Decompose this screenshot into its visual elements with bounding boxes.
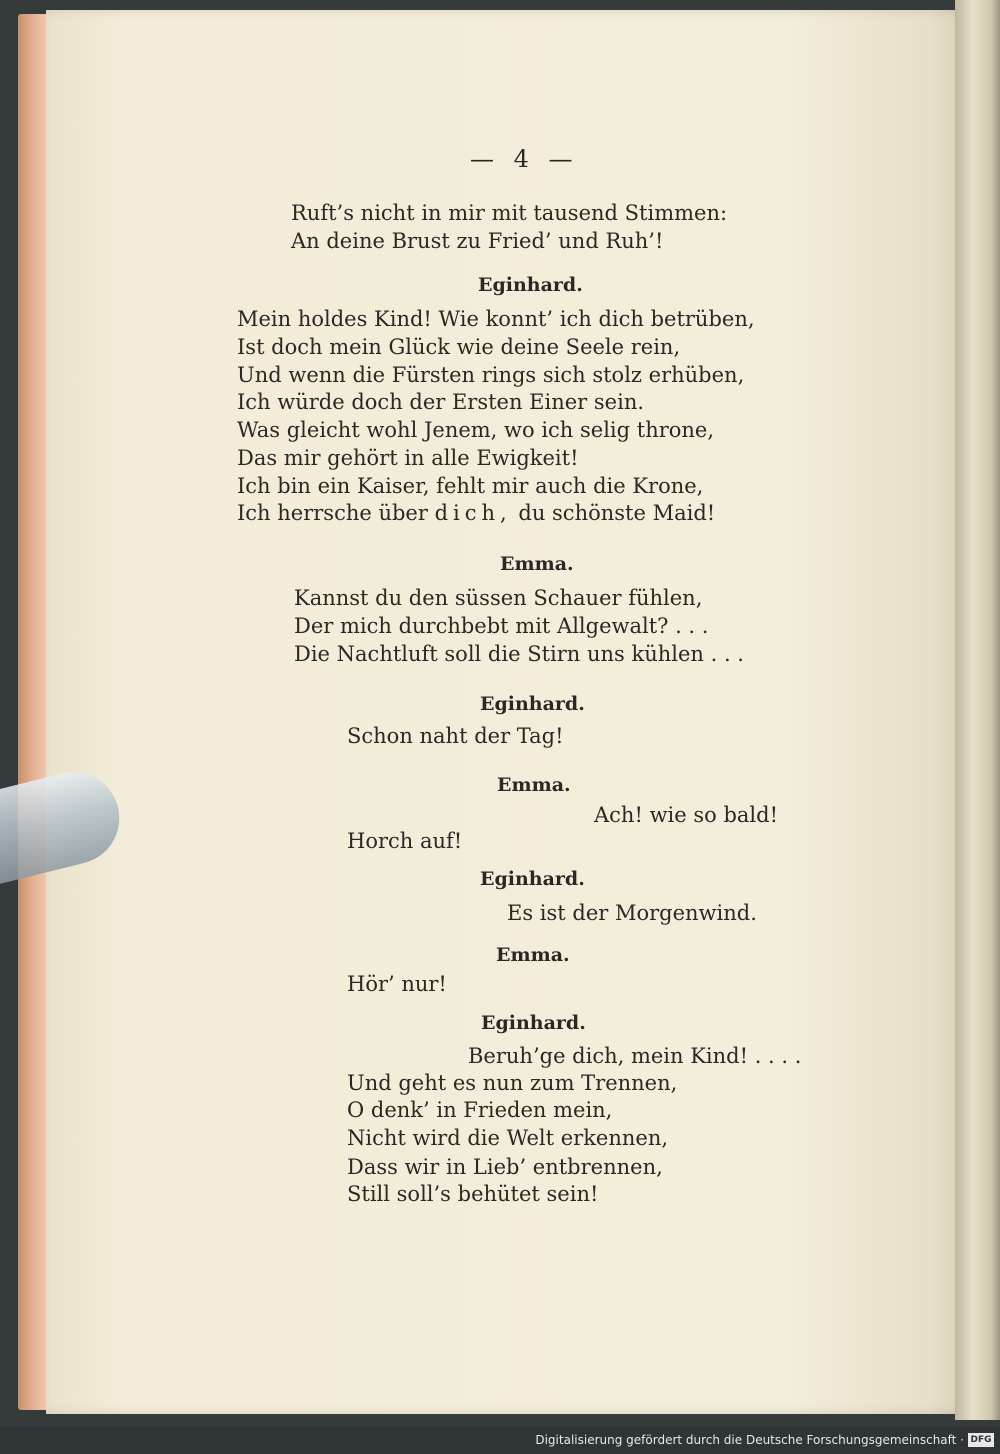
verse-fragment: Ich herrsche über bbox=[237, 501, 428, 525]
book-gutter bbox=[955, 0, 1000, 1420]
verse-line: Still soll’s behütet sein! bbox=[347, 1182, 599, 1206]
verse-line bbox=[237, 500, 715, 528]
speaker-name: Emma. bbox=[497, 774, 571, 796]
verse-line: Das mir gehört in alle Ewigkeit! bbox=[237, 446, 579, 470]
speaker-name: Eginhard. bbox=[480, 868, 585, 890]
verse-line: Der mich durchbebt mit Allgewalt? . . . bbox=[294, 614, 709, 638]
verse-line: Dass wir in Lieb’ entbrennen, bbox=[347, 1155, 663, 1179]
verse-line: Ist doch mein Glück wie deine Seele rein, bbox=[237, 335, 681, 359]
verse-line: Beruh’ge dich, mein Kind! . . . . bbox=[468, 1044, 802, 1068]
verse-line: Ruft’s nicht in mir mit tausend Stimmen: bbox=[291, 201, 728, 225]
verse-line: Schon naht der Tag! bbox=[347, 724, 564, 748]
verse-line: Und geht es nun zum Trennen, bbox=[347, 1071, 678, 1095]
verse-line: Kannst du den süssen Schauer fühlen, bbox=[294, 586, 703, 610]
verse-line: An deine Brust zu Fried’ und Ruh’! bbox=[291, 229, 664, 253]
verse-line: Nicht wird die Welt erkennen, bbox=[347, 1126, 669, 1150]
verse-line: Es ist der Morgenwind. bbox=[507, 901, 757, 925]
verse-line: Ich bin ein Kaiser, fehlt mir auch die Krone, bbox=[237, 474, 704, 498]
verse-line: Horch auf! bbox=[347, 829, 463, 853]
digitization-credit: Digitalisierung gefördert durch die Deutsche Forschungsgemeinschaft · bbox=[535, 1433, 964, 1447]
speaker-name: Emma. bbox=[496, 944, 570, 966]
verse-line: Die Nachtluft soll die Stirn uns kühlen . . . bbox=[294, 642, 744, 666]
dfg-logo: DFG bbox=[968, 1433, 994, 1447]
verse-line: O denk’ in Frieden mein, bbox=[347, 1098, 613, 1122]
speaker-name: Emma. bbox=[500, 553, 574, 575]
speaker-name: Eginhard. bbox=[478, 274, 583, 296]
verse-fragment: du schönste Maid! bbox=[518, 501, 716, 525]
page-number: — 4 — bbox=[470, 145, 579, 173]
verse-line: Hör’ nur! bbox=[347, 972, 447, 996]
speaker-name: Eginhard. bbox=[481, 1012, 586, 1034]
emphasized-word: dich, bbox=[434, 501, 512, 525]
speaker-name: Eginhard. bbox=[480, 693, 585, 715]
verse-line: Ach! wie so bald! bbox=[594, 803, 779, 827]
verse-line: Und wenn die Fürsten rings sich stolz erhüben, bbox=[237, 363, 745, 387]
verse-line: Ich würde doch der Ersten Einer sein. bbox=[237, 390, 645, 414]
verse-line: Mein holdes Kind! Wie konnt’ ich dich betrüben, bbox=[237, 307, 755, 331]
verse-line: Was gleicht wohl Jenem, wo ich selig throne, bbox=[237, 418, 715, 442]
